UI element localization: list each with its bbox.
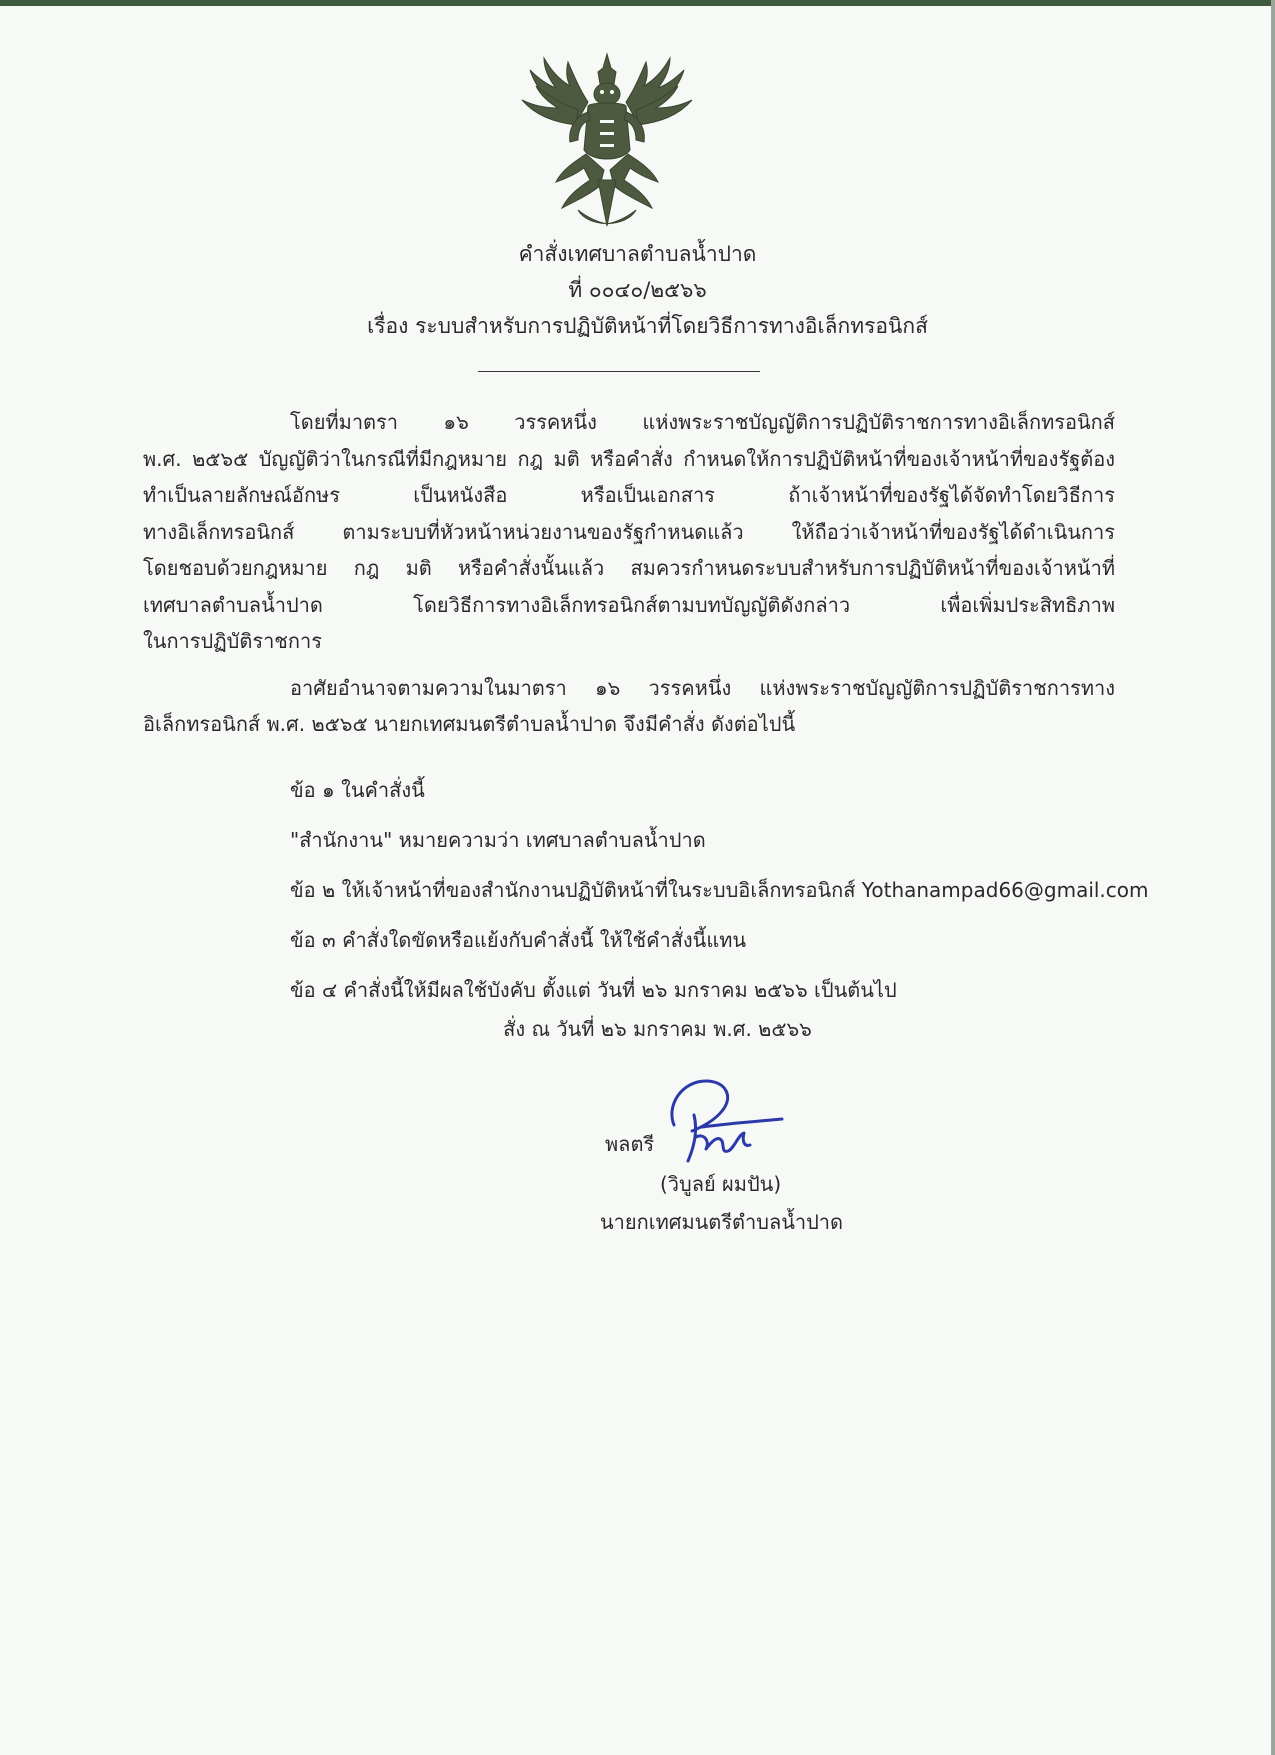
clause-2: ข้อ ๒ ให้เจ้าหน้าที่ของสำนักงานปฏิบัติหน้าที่ในระบบอิเล็กทรอนิกส์ Yothanampad66@gmail.com: [290, 878, 1149, 902]
garuda-emblem-icon: [518, 50, 696, 232]
order-subject: เรื่อง ระบบสำหรับการปฏิบัติหน้าที่โดยวิธีการทางอิเล็กทรอนิกส์: [367, 314, 928, 338]
clause-1-definition: "สำนักงาน" หมายความว่า เทศบาลตำบลน้ำปาด: [290, 828, 706, 852]
document-body: [143, 404, 1115, 743]
para1-line: ทางอิเล็กทรอนิกส์ ตามระบบที่หัวหน้าหน่วยงานของรัฐกำหนดแล้ว ให้ถือว่าเจ้าหน้าที่ของรัฐได้ดำเนินการ: [143, 519, 1115, 544]
order-number: ที่ ๐๐๔๐/๒๕๖๖: [568, 278, 707, 302]
para2-line: อิเล็กทรอนิกส์ พ.ศ. ๒๕๖๕ นายกเทศมนตรีตำบลน้ำปาด จึงมีคำสั่ง ดังต่อไปนี้: [143, 712, 796, 736]
para1-line: โดยชอบด้วยกฎหมาย กฎ มติ หรือคำสั่งนั้นแล้ว สมควรกำหนดระบบสำหรับการปฏิบัติหน้าที่ของเจ้าหน้าที่: [143, 556, 1115, 580]
clause-1: ข้อ ๑ ในคำสั่งนี้: [290, 778, 425, 802]
signing-date: สั่ง ณ วันที่ ๒๖ มกราคม พ.ศ. ๒๕๖๖: [503, 1017, 812, 1041]
para1-line: โดยที่มาตรา ๑๖ วรรคหนึ่ง แห่งพระราชบัญญัติการปฏิบัติราชการทางอิเล็กทรอนิกส์: [290, 410, 1115, 434]
signer-name: (วิบูลย์ ผมปัน): [660, 1172, 782, 1196]
document-header: [0, 236, 1275, 344]
para1-line: ทำเป็นลายลักษณ์อักษร เป็นหนังสือ หรือเป็นเอกสาร ถ้าเจ้าหน้าที่ของรัฐได้จัดทำโดยวิธีการ: [143, 483, 1115, 507]
para1-line: เทศบาลตำบลน้ำปาด โดยวิธีการทางอิเล็กทรอนิกส์ตามบทบัญญัติดังกล่าว เพื่อเพิ่มประสิทธิภาพ: [143, 592, 1115, 617]
para2-line: อาศัยอำนาจตามความในมาตรา ๑๖ วรรคหนึ่ง แห่งพระราชบัญญัติการปฏิบัติราชการทาง: [290, 675, 1115, 700]
para1-line: พ.ศ. ๒๕๖๕ บัญญัติว่าในกรณีที่มีกฎหมาย กฎ มติ หรือคำสั่ง กำหนดให้การปฏิบัติหน้าที่ของเจ้าหน้าที่ของรัฐต้อง: [143, 446, 1115, 471]
order-title: คำสั่งเทศบาลตำบลน้ำปาด: [518, 242, 757, 266]
header-divider: [478, 371, 760, 372]
signer-rank: พลตรี: [605, 1132, 655, 1156]
top-border: [0, 0, 1275, 6]
clauses-list: [290, 765, 1149, 1015]
handwritten-signature-icon: [662, 1075, 784, 1167]
clause-4: ข้อ ๔ คำสั่งนี้ให้มีผลใช้บังคับ ตั้งแต่ วันที่ ๒๖ มกราคม ๒๕๖๖ เป็นต้นไป: [290, 978, 897, 1002]
para1-line: ในการปฏิบัติราชการ: [143, 629, 322, 653]
clause-3: ข้อ ๓ คำสั่งใดขัดหรือแย้งกับคำสั่งนี้ ให้ใช้คำสั่งนี้แทน: [290, 928, 747, 952]
signer-position: นายกเทศมนตรีตำบลน้ำปาด: [600, 1210, 844, 1234]
